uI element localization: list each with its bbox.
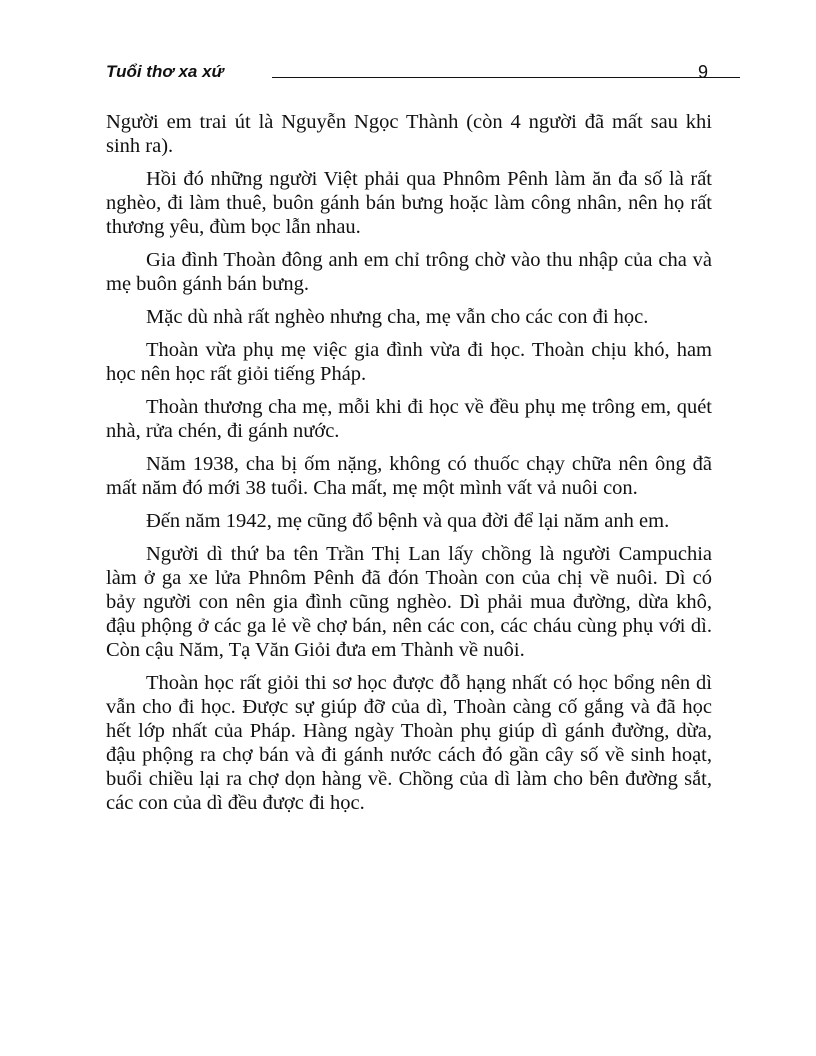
paragraph: Người em trai út là Nguyễn Ngọc Thành (còn 4 người đã mất sau khi sinh ra).: [106, 111, 712, 157]
paragraph: Người dì thứ ba tên Trần Thị Lan lấy chồng là người Campuchia làm ở ga xe lửa Phnôm Pênh đã đón Thoàn con của chị về nuôi. Dì có bảy người con nên gia đình cũng nghèo. Dì phải mua đường, dừa khô, đậu phộng ở các ga lẻ về chợ bán, nên các con, các cháu cùng phụ với dì. Còn cậu Năm, Tạ Văn Giỏi đưa em Thành về nuôi.: [106, 543, 712, 661]
paragraph: Hồi đó những người Việt phải qua Phnôm Pênh làm ăn đa số là rất nghèo, đi làm thuê, buôn gánh bán bưng hoặc làm công nhân, nên họ rất thương yêu, đùm bọc lẫn nhau.: [106, 168, 712, 238]
paragraph: Thoàn thương cha mẹ, mỗi khi đi học về đều phụ mẹ trông em, quét nhà, rửa chén, đi gánh nước.: [106, 396, 712, 442]
running-header-title: Tuổi thơ xa xứ: [106, 62, 224, 81]
header-rule: [272, 77, 740, 78]
paragraph: Năm 1938, cha bị ốm nặng, không có thuốc chạy chữa nên ông đã mất năm đó mới 38 tuổi. Cha mất, mẹ một mình vất vả nuôi con.: [106, 453, 712, 499]
running-header: [106, 60, 712, 88]
paragraph: Đến năm 1942, mẹ cũng đổ bệnh và qua đời để lại năm anh em.: [146, 510, 670, 532]
page-number: 9: [697, 62, 708, 82]
body-text: [106, 110, 712, 824]
paragraph: Mặc dù nhà rất nghèo nhưng cha, mẹ vẫn cho các con đi học.: [146, 306, 649, 328]
paragraph: Thoàn học rất giỏi thi sơ học được đỗ hạng nhất có học bổng nên dì vẫn cho đi học. Được sự giúp đỡ của dì, Thoàn càng cố gắng và đã học hết lớp nhất của Pháp. Hàng ngày Thoàn phụ giúp dì gánh đường, dừa, đậu phộng ra chợ bán và đi gánh nước cách đó gần cây số về sinh hoạt, buổi chiều lại ra chợ dọn hàng về. Chồng của dì làm cho bên đường sắt, các con của dì đều được đi học.: [106, 672, 712, 814]
paragraph: Thoàn vừa phụ mẹ việc gia đình vừa đi học. Thoàn chịu khó, ham học nên học rất giỏi tiếng Pháp.: [106, 339, 712, 385]
paragraph: Gia đình Thoàn đông anh em chỉ trông chờ vào thu nhập của cha và mẹ buôn gánh bán bưng.: [106, 249, 712, 295]
